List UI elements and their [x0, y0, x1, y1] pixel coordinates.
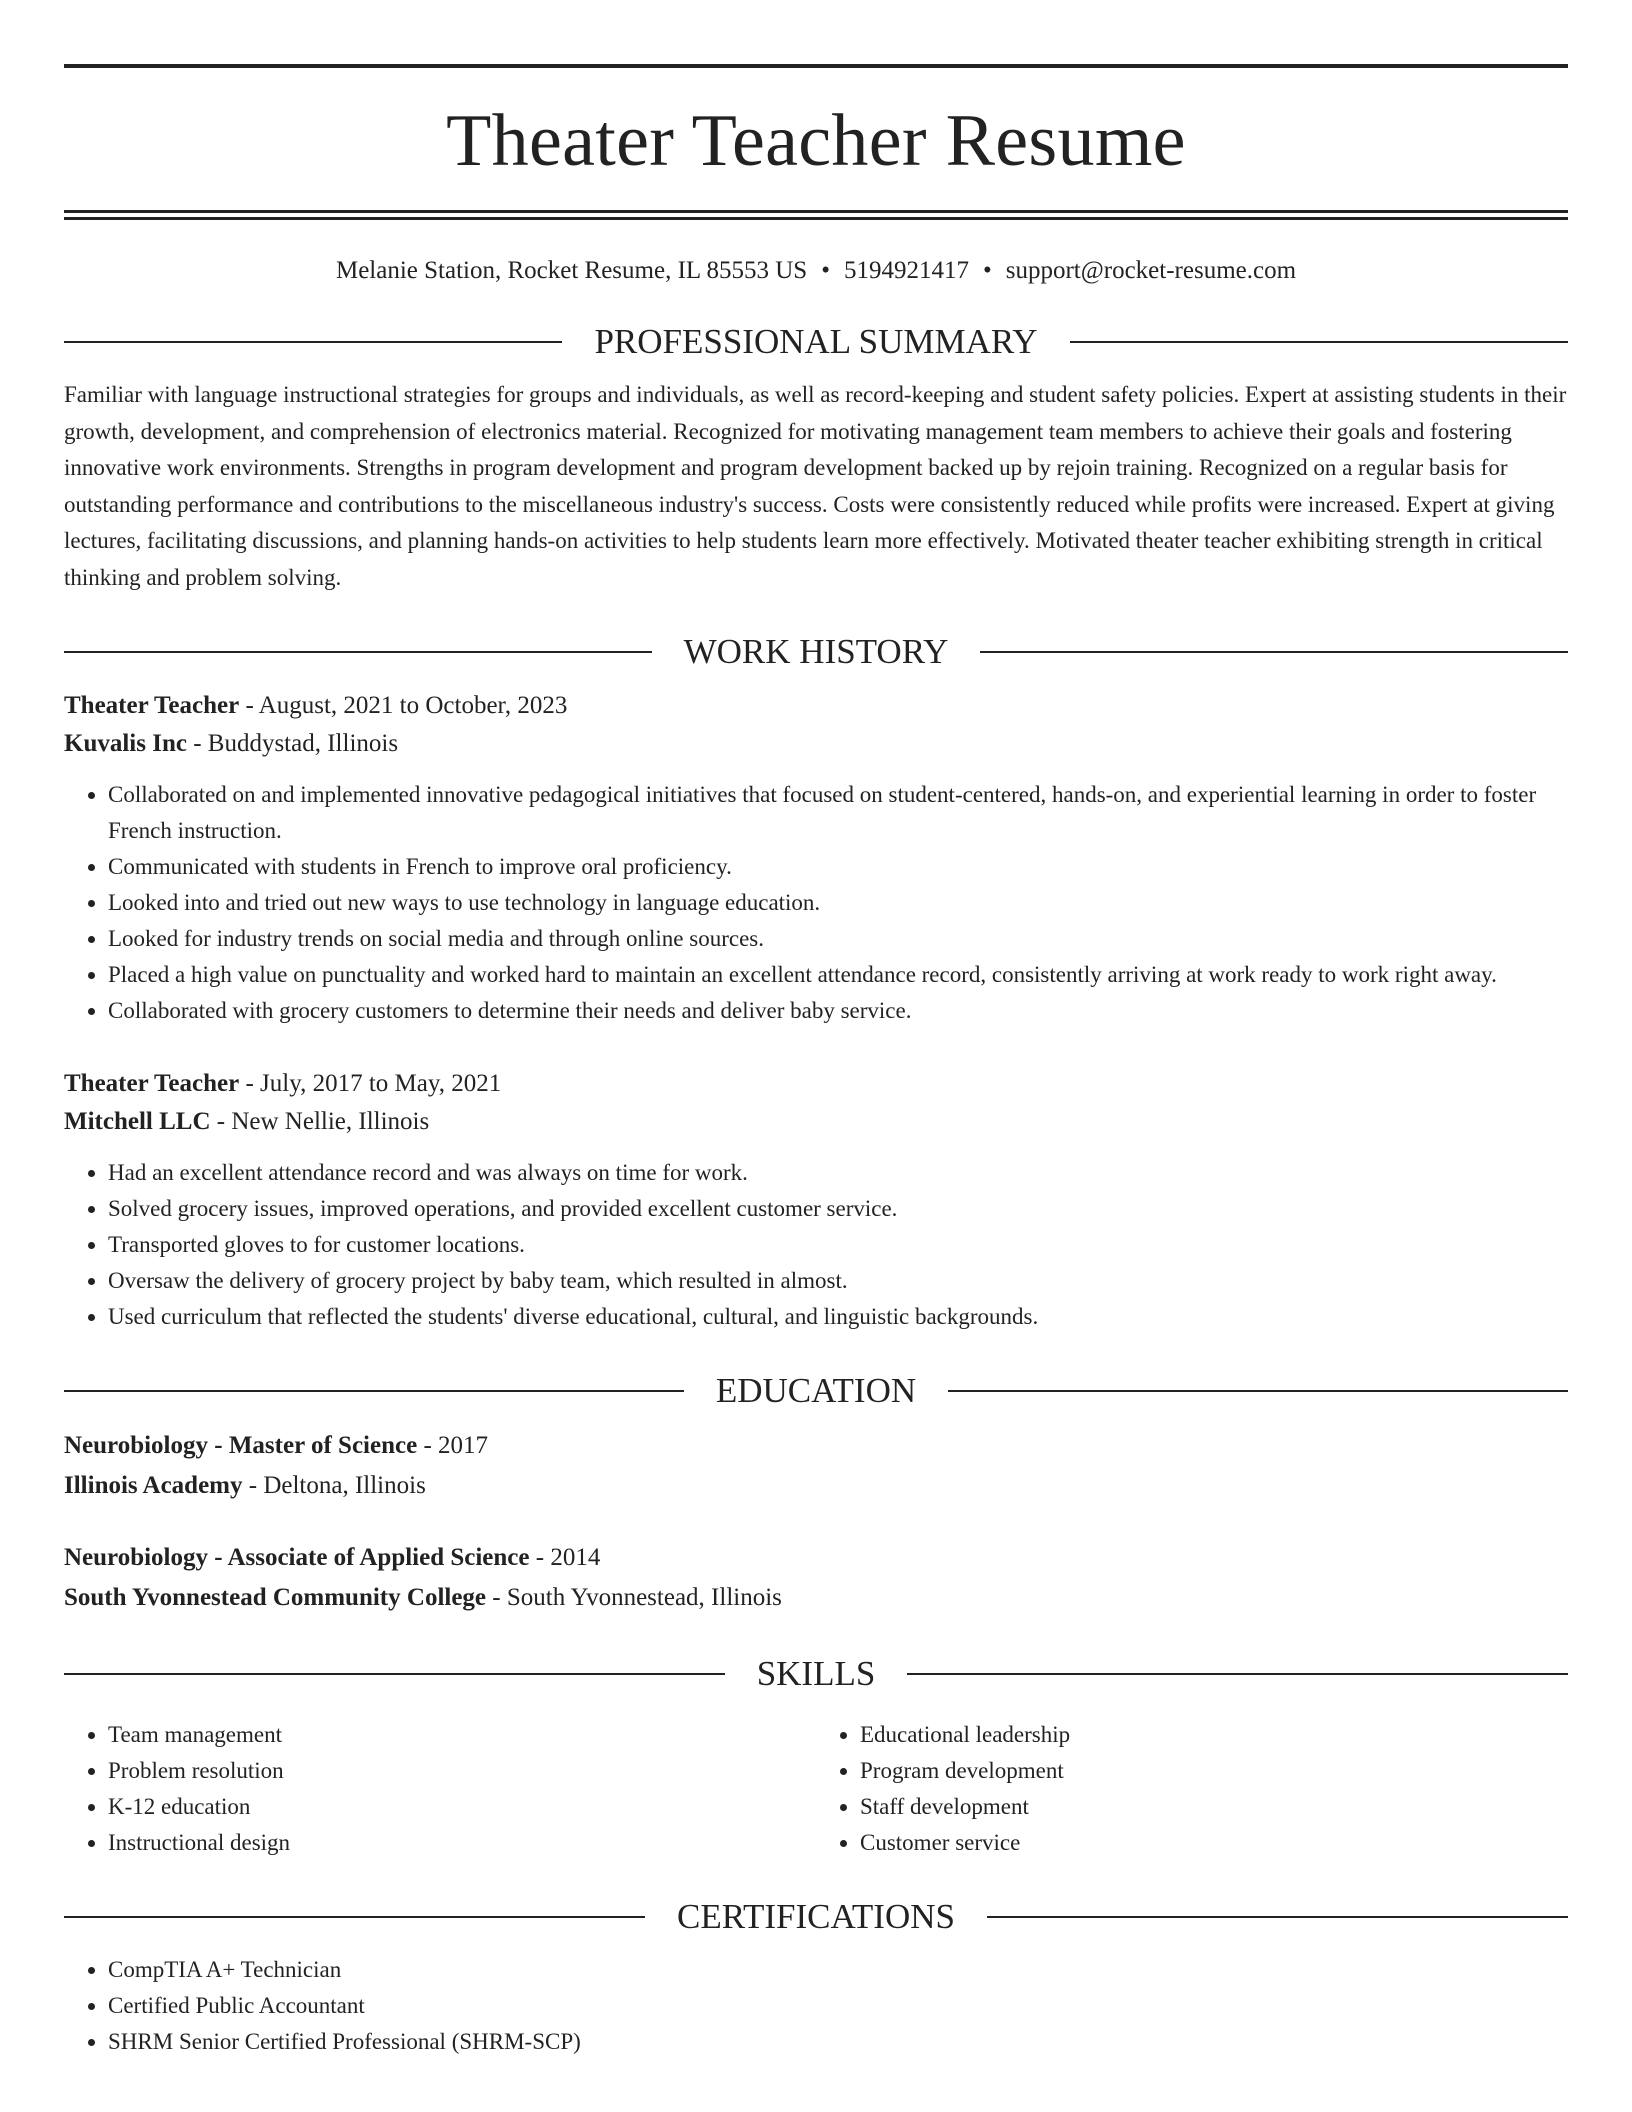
- section-title-work: WORK HISTORY: [683, 632, 949, 671]
- list-item: • Collaborated with grocery customers to determine their needs and deliver baby service.: [108, 993, 1568, 1029]
- school-line: South Yvonnestead Community College - South Yvonnestead, Illinois: [64, 1584, 782, 1611]
- section-title-summary: PROFESSIONAL SUMMARY: [594, 322, 1038, 361]
- job-title-line: Theater Teacher - August, 2021 to October, 2023: [64, 692, 568, 719]
- contact-phone: 5194921417: [843, 257, 969, 284]
- section-title-skills: SKILLS: [756, 1654, 876, 1693]
- skill-item: • Team management: [108, 1717, 816, 1753]
- section-header-certifications: [64, 1899, 1568, 1934]
- job-company: Mitchell LLC: [64, 1108, 211, 1135]
- certification-item: • SHRM Senior Certified Professional (SHRM-SCP): [108, 2024, 1568, 2060]
- divider-line: [980, 651, 1568, 653]
- degree: Neurobiology - Master of Science: [64, 1432, 418, 1459]
- list-item: • Had an excellent attendance record and was always on time for work.: [108, 1155, 1568, 1191]
- divider-line: [907, 1673, 1568, 1675]
- degree: Neurobiology - Associate of Applied Science: [64, 1544, 530, 1571]
- list-item: • Oversaw the delivery of grocery project by baby team, which resulted in almost.: [108, 1263, 1568, 1299]
- list-item: • Looked into and tried out new ways to use technology in language education.: [108, 885, 1568, 921]
- title-double-rule: [64, 210, 1568, 220]
- school: Illinois Academy: [64, 1472, 243, 1499]
- section-title-education: EDUCATION: [715, 1371, 917, 1410]
- contact-separator: •: [982, 257, 992, 284]
- divider-line: [64, 1673, 725, 1675]
- degree-year: 2014: [550, 1544, 601, 1571]
- job-location: New Nellie, Illinois: [231, 1108, 430, 1135]
- section-header-skills: [64, 1656, 1568, 1691]
- skills-list-left: [64, 1717, 816, 1861]
- school-location: Deltona, Illinois: [263, 1472, 426, 1499]
- list-item: • Transported gloves to for customer locations.: [108, 1227, 1568, 1263]
- school-line: Illinois Academy - Deltona, Illinois: [64, 1472, 426, 1499]
- job-company-line: Mitchell LLC - New Nellie, Illinois: [64, 1108, 430, 1135]
- job-title: Theater Teacher: [64, 692, 240, 719]
- page-title: Theater Teacher Resume: [446, 100, 1186, 182]
- school: South Yvonnestead Community College: [64, 1584, 487, 1611]
- list-item: • Placed a high value on punctuality and worked hard to maintain an excellent attendance record, consistently arriving at work ready to work right away.: [108, 957, 1568, 993]
- section-header-summary: [64, 324, 1568, 359]
- summary-paragraph: Familiar with language instructional strategies for groups and individuals, as well as record-keeping and student safety policies. Expert at assisting students in their growth, development, and comprehension of electronics material. Recognized for motivating management team members to achieve their goals and fostering innovative work environments. Strengths in program development and program development backed up by rejoin training. Recognized on a regular basis for outstanding performance and contributions to the miscellaneous industry's success. Costs were consistently reduced while profits were increased. Expert at giving lectures, facilitating discussions, and planning hands-on activities to help students learn more effectively. Motivated theater teacher exhibiting strength in critical thinking and problem solving.: [64, 382, 1567, 590]
- skills-list-right: [816, 1717, 1568, 1861]
- certification-item: • Certified Public Accountant: [108, 1988, 1568, 2024]
- job-company: Kuvalis Inc: [64, 730, 187, 757]
- skill-item: • K-12 education: [108, 1789, 816, 1825]
- list-item: • Solved grocery issues, improved operations, and provided excellent customer service.: [108, 1191, 1568, 1227]
- skills-columns: [64, 1709, 1568, 1861]
- resume-page: [64, 64, 1568, 2060]
- divider-line: [64, 341, 562, 343]
- skill-item: • Instructional design: [108, 1825, 816, 1861]
- job-bullets: [64, 1155, 1568, 1335]
- divider-line: [64, 651, 652, 653]
- certifications-list: [64, 1952, 1568, 2060]
- list-item: • Collaborated on and implemented innovative pedagogical initiatives that focused on student-centered, hands-on, and experiential learning in order to foster French instruction.: [108, 777, 1568, 849]
- education-entry: [64, 1426, 1568, 1506]
- degree-line: Neurobiology - Master of Science - 2017: [64, 1432, 489, 1459]
- section-header-work: [64, 634, 1568, 669]
- job-location: Buddystad, Illinois: [207, 730, 399, 757]
- divider-line: [64, 1916, 645, 1918]
- contact-address: Melanie Station, Rocket Resume, IL 85553 US: [335, 257, 808, 284]
- list-item: • Communicated with students in French to improve oral proficiency.: [108, 849, 1568, 885]
- job-company-line: Kuvalis Inc - Buddystad, Illinois: [64, 730, 399, 757]
- school-location: South Yvonnestead, Illinois: [506, 1584, 782, 1611]
- job-entry: [64, 687, 1568, 1029]
- contact-email: support@rocket-resume.com: [1005, 257, 1297, 284]
- skill-item: • Educational leadership: [860, 1717, 1568, 1753]
- skill-item: • Customer service: [860, 1825, 1568, 1861]
- job-entry: [64, 1065, 1568, 1335]
- top-rule: [64, 64, 1568, 68]
- certification-item: • CompTIA A+ Technician: [108, 1952, 1568, 1988]
- divider-line: [948, 1390, 1568, 1392]
- list-item: • Looked for industry trends on social media and through online sources.: [108, 921, 1568, 957]
- job-dates: August, 2021 to October, 2023: [258, 692, 568, 719]
- skill-item: • Staff development: [860, 1789, 1568, 1825]
- divider-line: [1070, 341, 1568, 343]
- degree-year: 2017: [438, 1432, 489, 1459]
- contact-separator: •: [821, 257, 830, 284]
- degree-line: Neurobiology - Associate of Applied Science - 2014: [64, 1544, 601, 1571]
- contact-line: [64, 256, 1568, 286]
- job-bullets: [64, 777, 1568, 1029]
- section-title-certifications: CERTIFICATIONS: [677, 1897, 955, 1936]
- job-dates: July, 2017 to May, 2021: [260, 1070, 502, 1097]
- divider-line: [987, 1916, 1568, 1918]
- skill-item: • Program development: [860, 1753, 1568, 1789]
- job-title-line: Theater Teacher - July, 2017 to May, 2021: [64, 1070, 502, 1097]
- education-entry: [64, 1538, 1568, 1618]
- list-item: • Used curriculum that reflected the students' diverse educational, cultural, and linguistic backgrounds.: [108, 1299, 1568, 1335]
- job-title: Theater Teacher: [64, 1070, 240, 1097]
- skill-item: • Problem resolution: [108, 1753, 816, 1789]
- divider-line: [64, 1390, 684, 1392]
- section-header-education: [64, 1373, 1568, 1408]
